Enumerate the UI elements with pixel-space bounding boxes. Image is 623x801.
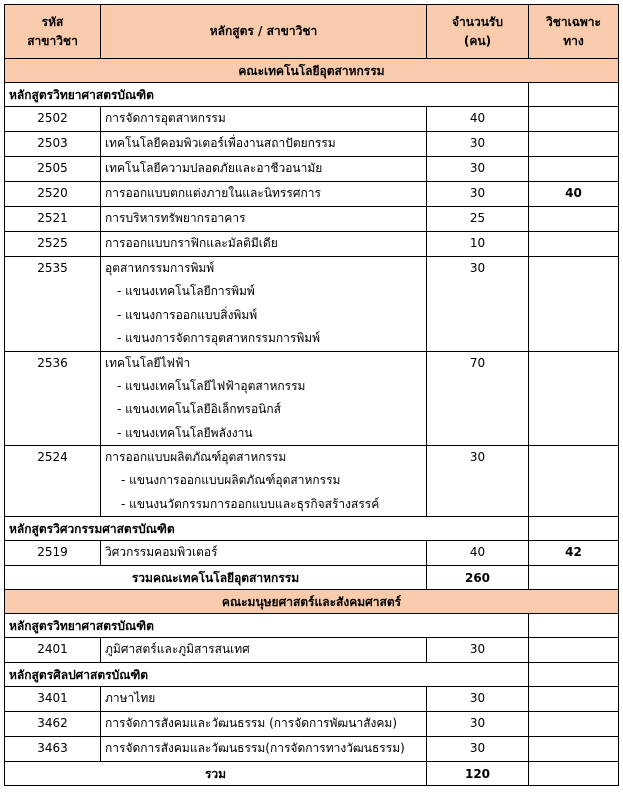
table-row: 3401 ภาษาไทย 30: [5, 687, 619, 712]
table-row: 3462 การจัดการสังคมและวัฒนธรรม (การจัดการพัฒนาสังคม) 30: [5, 712, 619, 737]
table-row: 2519 วิศวกรรมคอมพิวเตอร์ 40 42: [5, 541, 619, 566]
total-value: 120: [427, 762, 529, 786]
faculty-row: [5, 59, 619, 83]
header-program: หลักสูตร / สาขาวิชา: [101, 5, 427, 59]
total-value: 260: [427, 566, 529, 590]
total-row: [5, 762, 619, 786]
sub-track: - แขนงเทคโนโลยีการพิมพ์: [117, 284, 255, 298]
total-label: รวมคณะเทคโนโลยีอุตสาหกรรม: [5, 566, 427, 590]
faculty-title: คณะเทคโนโลยีอุตสาหกรรม: [5, 59, 619, 83]
table-row: 2536 เทคโนโลยีไฟฟ้า - แขนงเทคโนโลยีไฟฟ้าอุตสาหกรรม - แขนงเทคโนโลยีอิเล็กทรอนิกส์ - แขนงเทคโนโลยีพลังงาน 70: [5, 351, 619, 446]
table-row: 2535 อุตสาหกรรมการพิมพ์ - แขนงเทคโนโลยีการพิมพ์ - แขนงการออกแบบสิ่งพิมพ์ - แขนงการจัดการอุตสาหกรรมการพิมพ์ 30: [5, 257, 619, 352]
table-row: 3463 การจัดการสังคมและวัฒนธรรม(การจัดการทางวัฒนธรรม) 30: [5, 737, 619, 762]
header-row: [5, 5, 619, 59]
sub-track: - แขนงการออกแบบผลิตภัณฑ์อุตสาหกรรม: [121, 473, 341, 487]
total-label: รวม: [5, 762, 427, 786]
table-row: 2503 เทคโนโลยีคอมพิวเตอร์เพื่องานสถาปัตยกรรม 30: [5, 132, 619, 157]
program-title: หลักสูตรวิทยาศาสตรบัณฑิต: [5, 614, 529, 638]
program-title: หลักสูตรศิลปศาสตรบัณฑิต: [5, 663, 529, 687]
sub-track: - แขนงเทคโนโลยีไฟฟ้าอุตสาหกรรม: [117, 378, 306, 393]
sub-track: - แขนงการออกแบบสิ่งพิมพ์: [117, 307, 258, 322]
program-row: [5, 663, 619, 687]
header-capacity: จำนวนรับ (คน): [427, 5, 529, 59]
faculty-title: คณะมนุษยศาสตร์และสังคมศาสตร์: [5, 590, 619, 614]
header-code: รหัส สาขาวิชา: [5, 5, 101, 59]
table-row: 2502 การจัดการอุตสาหกรรม 40: [5, 107, 619, 132]
sub-track: - แขนงการจัดการอุตสาหกรรมการพิมพ์: [117, 331, 321, 345]
table-row: 2520 การออกแบบตกแต่งภายในและนิทรรศการ 30 40: [5, 182, 619, 207]
admission-table: [4, 4, 619, 786]
header-special: วิชาเฉพาะ ทาง: [529, 5, 619, 59]
faculty-row: [5, 590, 619, 614]
table-row: 2521 การบริหารทรัพยากรอาคาร 25: [5, 207, 619, 232]
table-row: 2525 การออกแบบกราฟิกและมัลติมีเดีย 10: [5, 232, 619, 257]
table-row: 2505 เทคโนโลยีความปลอดภัยและอาชีวอนามัย 30: [5, 157, 619, 182]
program-row: [5, 83, 619, 107]
table-row: 2524 การออกแบบผลิตภัณฑ์อุตสาหกรรม - แขนงการออกแบบผลิตภัณฑ์อุตสาหกรรม - แขนงนวัตกรรมการออกแบบและธุรกิจสร้างสรรค์ 30: [5, 446, 619, 517]
table-row: 2401 ภูมิศาสตร์และภูมิสารสนเทศ 30: [5, 638, 619, 663]
program-row: [5, 517, 619, 541]
sub-track: - แขนงเทคโนโลยีพลังงาน: [117, 425, 253, 440]
total-row: [5, 566, 619, 590]
program-title: หลักสูตรวิศวกรรมศาสตรบัณฑิต: [5, 517, 529, 541]
sub-track: - แขนงเทคโนโลยีอิเล็กทรอนิกส์: [117, 402, 281, 416]
sub-track: - แขนงนวัตกรรมการออกแบบและธุรกิจสร้างสรรค์: [121, 496, 380, 511]
program-row: [5, 614, 619, 638]
program-title: หลักสูตรวิทยาศาสตรบัณฑิต: [5, 83, 529, 107]
